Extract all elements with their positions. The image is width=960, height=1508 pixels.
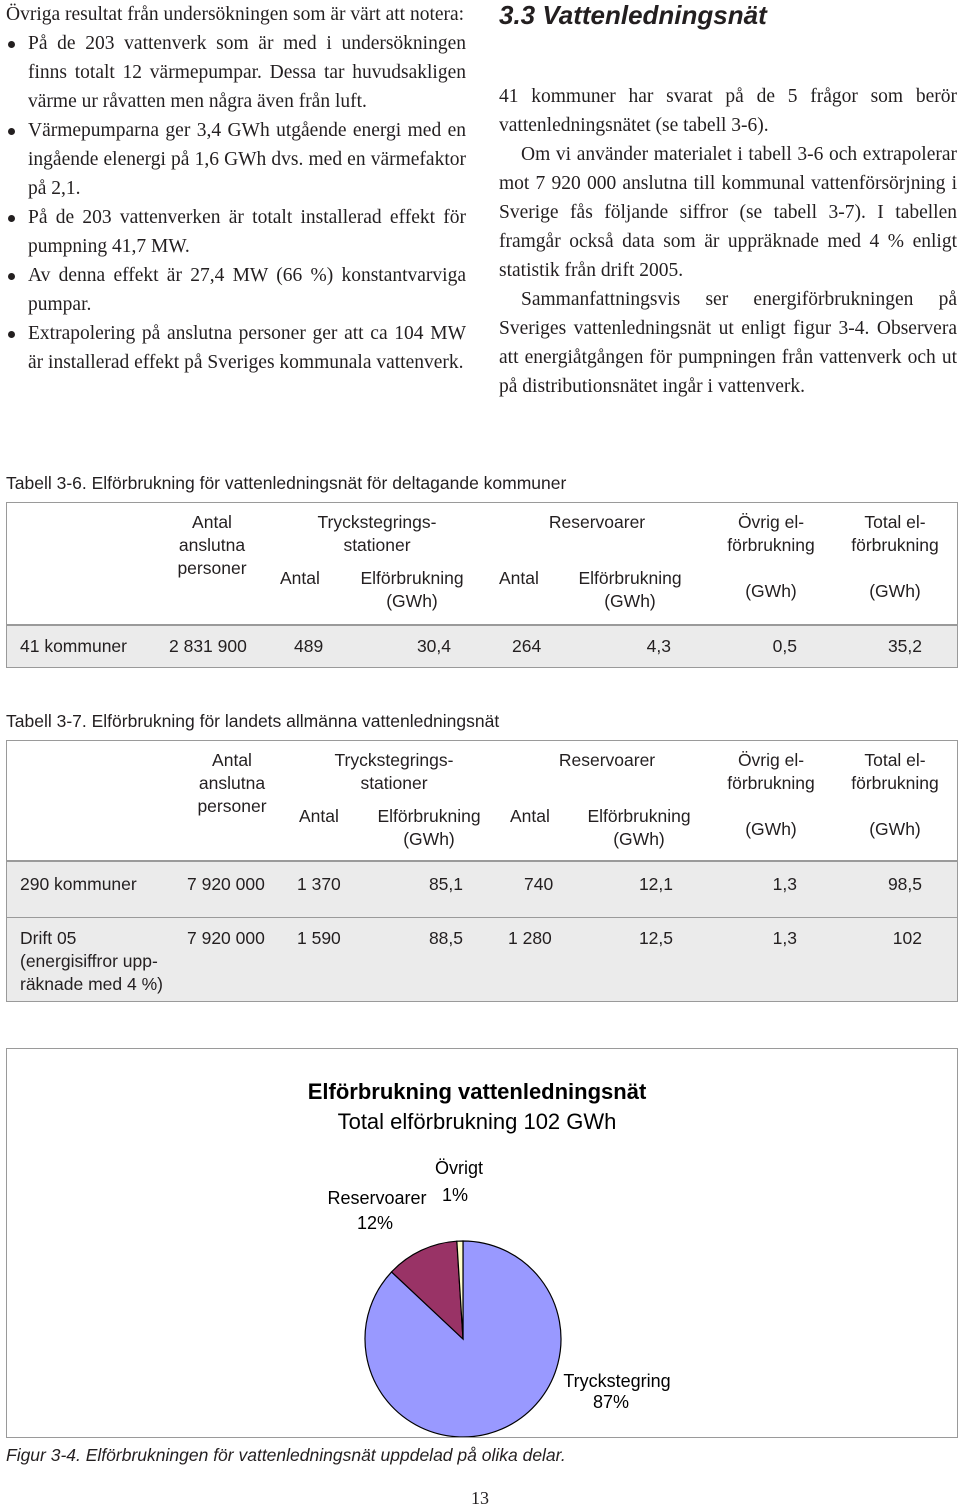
section-heading: 3.3 Vattenledningsnät [499,0,767,30]
cell-total: 102 [892,928,922,948]
header-line: stationer [343,535,411,555]
cell-personer: 2 831 900 [169,636,247,656]
figure-box [6,1048,958,1438]
table-3-7 [6,740,958,1002]
header-res-el [565,567,695,613]
header-res-antal: Antal [499,568,539,588]
pie-value-label: 1% [441,1185,469,1205]
cell-tryck-antal: 489 [294,636,324,656]
header-total [835,749,955,841]
table-3-6-caption: Tabell 3-6. Elförbrukning för vattenledningsnät för deltagande kommuner [6,473,567,493]
header-line: Övrig el- [737,750,805,770]
header-line: anslutna [198,773,266,793]
paragraph-extrapolation: Om vi använder materialet i tabell 3-6 och extrapolerar mot 7 920 000 anslutna till kommunal vattenförsörjning i Sverige fås följande siffror (se tabell 3-7). I tabellen framgår också data som är uppräknade med 4 % enligt statistik från drift 2005. [499,144,957,281]
header-line: Total el- [864,750,926,770]
table-header [7,741,957,861]
cell-label: 290 kommuner [20,874,137,894]
cell-total: 35,2 [887,636,922,656]
header-line: (GWh) [869,581,921,601]
table-header [7,503,957,625]
cell-tryck-antal: 1 370 [297,874,341,894]
cell-personer: 7 920 000 [187,928,265,948]
cell-ovrig: 1,3 [772,928,797,948]
page-number: 13 [471,1488,489,1508]
cell-res-antal: 264 [512,636,542,656]
cell-tryck-antal: 1 590 [297,928,341,948]
finding-heat-pumps: På de 203 vattenverk som är med i undersökningen finns totalt 12 värmepumpar. Dessa tar huvudsakligen värme ur råvatten men några även från luft. [6,29,466,116]
cell-res-antal: 740 [524,874,554,894]
header-line: förbrukning [727,535,815,555]
chart-subtitle: Total elförbrukning 102 GWh [337,1109,617,1134]
finding-heat-factor: Värmepumparna ger 3,4 GWh utgående energi med en ingående elenergi på 1,6 GWh dvs. med en värmefaktor på 2,1. [6,116,466,203]
cell-res-el: 4,3 [646,636,671,656]
intro-text: Övriga resultat från undersökningen som är värt att notera: [6,4,465,25]
header-line: Total el- [864,512,926,532]
table-row [7,861,957,917]
header-antal-anslutna [182,749,282,818]
header-line: Elförbrukning [360,568,464,588]
header-tryck-el [364,805,494,851]
pie-label: Övrigt [434,1158,484,1178]
pie-chart [7,1049,957,1437]
cell-tryck-el: 30,4 [416,636,451,656]
header-antal-anslutna [162,511,262,580]
header-line: Elförbrukning [587,806,691,826]
cell-personer: 7 920 000 [187,874,265,894]
header-line: (GWh) [745,819,797,839]
header-res-el [574,805,704,851]
header-line: förbrukning [851,773,939,793]
header-tryck-group [277,511,477,557]
pie-label: Reservoarer [327,1188,427,1208]
header-line: Elförbrukning [377,806,481,826]
left-column [6,0,466,377]
cell-tryck-el: 85,1 [428,874,463,894]
finding-constant-speed: Av denna effekt är 27,4 MW (66 %) konstantvarviga pumpar. [6,261,466,319]
figure-caption: Figur 3-4. Elförbrukningen för vattenledningsnät uppdelad på olika delar. [6,1445,566,1465]
header-line: (GWh) [403,829,455,849]
cell-res-el: 12,5 [638,928,673,948]
header-line: Tryckstegrings- [317,512,437,532]
header-tryck-group [294,749,494,795]
paragraph-summary: Sammanfattningsvis ser energiförbrukningen på Sveriges vattenledningsnät ut enligt figur 3-4. Observera att energiåtgången för pumpningen från vattenverk och ut på distributionsnätet ingår i vattenverk. [499,289,957,397]
header-tryck-antal: Antal [299,806,339,826]
header-line: personer [177,558,247,578]
header-line: anslutna [178,535,246,555]
label-line: Drift 05 [20,928,77,948]
pie-value-label: 12% [356,1213,394,1233]
header-line: (GWh) [745,581,797,601]
findings-list [6,29,466,377]
header-line: (GWh) [613,829,665,849]
header-res-antal: Antal [510,806,550,826]
table-row [7,917,957,1001]
label-line: (energisiffror upp- [20,951,158,971]
chart-title: Elförbrukning vattenledningsnät [307,1079,647,1104]
header-line: Antal [192,512,232,532]
header-total [835,511,955,603]
table-3-6 [6,502,958,668]
header-line: förbrukning [727,773,815,793]
header-line: (GWh) [386,591,438,611]
header-line: (GWh) [604,591,656,611]
finding-extrapolation: Extrapolering på anslutna personer ger att ca 104 MW är installerad effekt på Sveriges kommunala vattenverk. [6,319,466,377]
paragraph-survey: 41 kommuner har svarat på de 5 frågor som berör vattenledningsnätet (se tabell 3-6). [499,86,957,136]
header-line: Antal [212,750,252,770]
cell-label [20,927,163,996]
header-reservoarer-group: Reservoarer [548,512,646,532]
cell-total: 98,5 [887,874,922,894]
header-ovrig [711,511,831,603]
cell-ovrig: 1,3 [772,874,797,894]
pie-value-label: 87% [592,1392,630,1412]
header-line: Övrig el- [737,512,805,532]
header-line: förbrukning [851,535,939,555]
header-ovrig [711,749,831,841]
cell-ovrig: 0,5 [772,636,797,656]
header-line: Elförbrukning [578,568,682,588]
cell-res-antal: 1 280 [508,928,552,948]
finding-installed-power: På de 203 vattenverken är totalt installerad effekt för pumpning 41,7 MW. [6,203,466,261]
header-reservoarer-group: Reservoarer [558,750,656,770]
pie-label: Tryckstegring [563,1371,671,1391]
cell-tryck-el: 88,5 [428,928,463,948]
table-3-7-caption: Tabell 3-7. Elförbrukning för landets allmänna vattenledningsnät [6,711,500,731]
cell-res-el: 12,1 [638,874,673,894]
header-line: Tryckstegrings- [334,750,454,770]
label-line: räknade med 4 %) [20,974,163,994]
table-row [7,625,957,667]
cell-label: 41 kommuner [20,636,127,656]
header-line: stationer [360,773,428,793]
header-line: (GWh) [869,819,921,839]
header-tryck-antal: Antal [280,568,320,588]
right-column [499,0,957,401]
header-line: personer [197,796,267,816]
header-tryck-el [347,567,477,613]
pie-slices [365,1241,561,1437]
